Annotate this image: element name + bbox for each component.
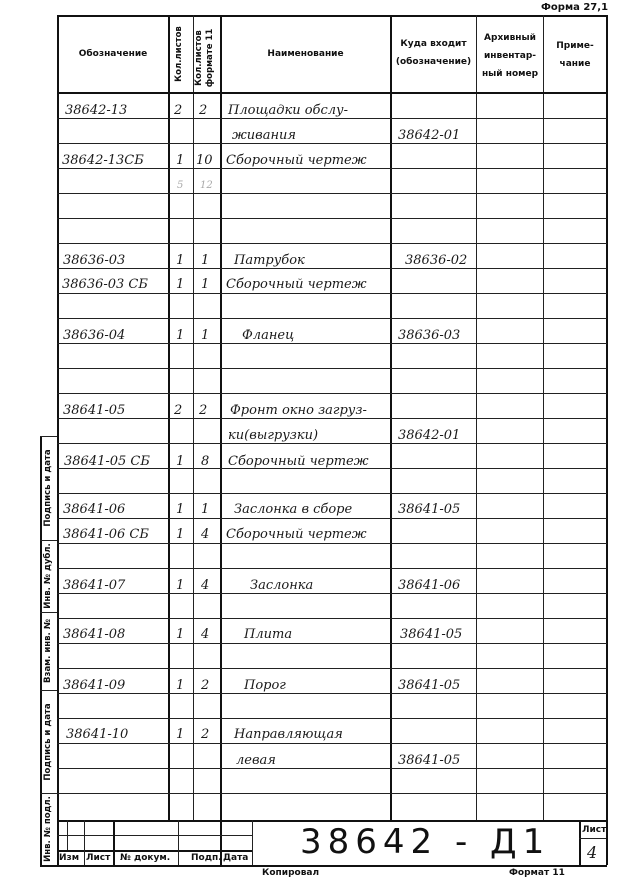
name-cell: Сборочный чертеж: [228, 454, 369, 469]
count-cell: 1: [176, 454, 185, 469]
part-of-cell: 38641-05: [398, 678, 461, 693]
row-separator: [57, 318, 607, 319]
name-cell: Сборочный чертеж: [226, 527, 367, 542]
part-of-cell: 38642-01: [398, 428, 461, 443]
row-separator: [57, 268, 607, 269]
designation-cell: 38636-03: [63, 253, 126, 268]
count-cell: 1: [176, 253, 185, 268]
name-cell: Порог: [244, 678, 286, 693]
format-cell: 4: [201, 578, 210, 593]
format-cell: 2: [199, 403, 208, 418]
format-cell: 4: [201, 527, 210, 542]
side-label-sign-date-1: Подпись и дата: [43, 449, 53, 527]
row-separator: [57, 343, 607, 344]
footer-sign: Подп.: [191, 853, 222, 863]
row-separator: [57, 643, 607, 644]
side-label-dup-inv: Инв. № дубл.: [43, 543, 53, 609]
name-cell: Фланец: [242, 328, 295, 343]
count-cell: 2: [174, 403, 183, 418]
format-cell: 1: [201, 277, 210, 292]
header-note-1: Приме-: [556, 41, 594, 51]
copied-label: Копировал: [262, 868, 320, 878]
side-label-sign-date-2: Подпись и дата: [43, 703, 53, 781]
name-cell: Фронт окно загруз-: [230, 403, 367, 418]
designation-cell: 38642-13СБ: [62, 153, 144, 168]
format-cell: 8: [201, 454, 210, 469]
format-cell: 2: [201, 678, 210, 693]
header-archive-2: инвентар-: [483, 51, 536, 61]
format-cell: 2: [201, 727, 210, 742]
row-separator: [57, 668, 607, 669]
name-cell: живания: [232, 128, 297, 143]
designation-cell: 38641-09: [63, 678, 126, 693]
row-separator: [57, 718, 607, 719]
footer-doc: № докум.: [120, 853, 171, 863]
count-cell: 1: [176, 153, 185, 168]
part-of-cell: 38642-01: [398, 128, 461, 143]
count-cell: 5: [177, 180, 184, 191]
name-cell: левая: [236, 753, 276, 768]
name-cell: ки(выгрузки): [228, 428, 319, 443]
row-separator: [57, 768, 607, 769]
row-separator: [57, 593, 607, 594]
sheet-label: Лист: [582, 825, 607, 835]
header-name: Наименование: [267, 49, 344, 59]
name-cell: Заслонка в сборе: [234, 502, 353, 517]
format-cell: 1: [201, 502, 210, 517]
designation-cell: 38641-06: [63, 502, 126, 517]
row-separator: [57, 368, 607, 369]
row-separator: [57, 293, 607, 294]
document-number: 38642 - Д1: [300, 822, 551, 862]
row-separator: [57, 193, 607, 194]
header-sheets-count: Кол.листов: [174, 26, 184, 82]
side-label-replace-inv: Взам. инв. №: [43, 619, 53, 683]
header-part-of-2: (обозначение): [395, 57, 472, 67]
count-cell: 1: [176, 678, 185, 693]
name-cell: Направляющая: [234, 727, 343, 742]
part-of-cell: 38641-05: [400, 627, 463, 642]
name-cell: Плита: [244, 627, 293, 642]
designation-cell: 38641-08: [63, 627, 126, 642]
header-part-of-1: Куда входит: [400, 39, 467, 49]
count-cell: 1: [176, 277, 185, 292]
footer-izm: Изм: [59, 853, 80, 863]
name-cell: Площадки обслу-: [228, 103, 348, 118]
row-separator: [57, 793, 607, 794]
count-cell: 1: [176, 727, 185, 742]
designation-cell: 38641-06 СБ: [63, 527, 149, 542]
row-separator: [57, 518, 607, 519]
row-separator: [57, 393, 607, 394]
part-of-cell: 38636-03: [398, 328, 461, 343]
header-sheets-format: Кол.листов формате 11: [194, 28, 215, 88]
row-separator: [57, 443, 607, 444]
form-label: Форма 27,1: [541, 2, 609, 13]
row-separator: [57, 493, 607, 494]
designation-cell: 38641-07: [63, 578, 126, 593]
format-label: Формат 11: [509, 868, 565, 878]
row-separator: [57, 218, 607, 219]
header-archive-1: Архивный: [484, 33, 536, 43]
format-cell: 4: [201, 627, 210, 642]
header-note-2: чание: [559, 59, 591, 69]
part-of-cell: 38636-02: [405, 253, 468, 268]
format-cell: 1: [201, 253, 210, 268]
part-of-cell: 38641-06: [398, 578, 461, 593]
count-cell: 2: [174, 103, 183, 118]
part-of-cell: 38641-05: [398, 502, 461, 517]
name-cell: Заслонка: [250, 578, 314, 593]
designation-cell: 38641-05: [63, 403, 126, 418]
header-designation: Обозначение: [78, 49, 148, 59]
sheet-number: 4: [587, 843, 598, 862]
footer-list: Лист: [86, 853, 111, 863]
count-cell: 1: [176, 527, 185, 542]
designation-cell: 38641-10: [66, 727, 129, 742]
name-cell: Сборочный чертеж: [226, 153, 367, 168]
row-separator: [57, 743, 607, 744]
designation-cell: 38641-05 СБ: [64, 454, 150, 469]
designation-cell: 38642-13: [65, 103, 128, 118]
format-cell: 1: [201, 328, 210, 343]
format-cell: 12: [200, 180, 213, 191]
row-separator: [57, 543, 607, 544]
count-cell: 1: [176, 502, 185, 517]
format-cell: 10: [196, 153, 213, 168]
row-separator: [57, 243, 607, 244]
format-cell: 2: [199, 103, 208, 118]
count-cell: 1: [176, 627, 185, 642]
designation-cell: 38636-04: [63, 328, 126, 343]
count-cell: 1: [176, 578, 185, 593]
row-separator: [57, 568, 607, 569]
name-cell: Патрубок: [234, 253, 305, 268]
designation-cell: 38636-03 СБ: [62, 277, 148, 292]
row-separator: [57, 143, 607, 144]
footer-date: Дата: [223, 853, 249, 863]
part-of-cell: 38641-05: [398, 753, 461, 768]
count-cell: 1: [176, 328, 185, 343]
name-cell: Сборочный чертеж: [226, 277, 367, 292]
header-archive-3: ный номер: [481, 69, 539, 79]
side-label-orig-inv: Инв. № подл.: [43, 796, 53, 862]
row-separator: [57, 618, 607, 619]
row-separator: [57, 693, 607, 694]
